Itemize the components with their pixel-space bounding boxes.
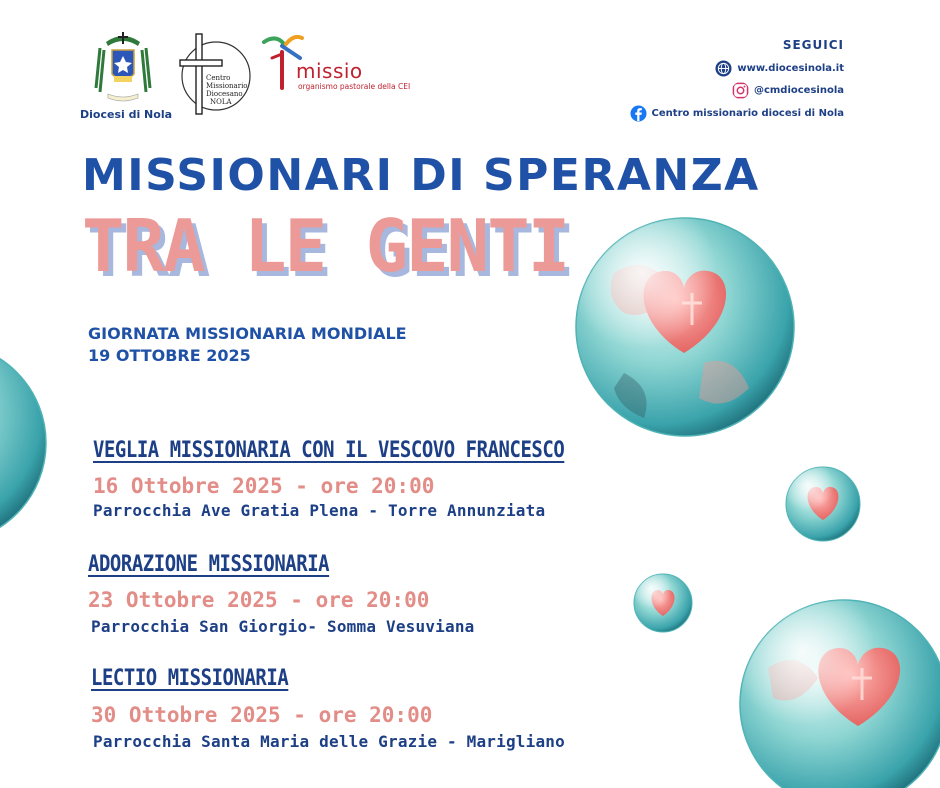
heart-globe-icon [0, 340, 48, 546]
diocese-name: Diocesi di Nola [80, 108, 173, 121]
cmd-text-4: NOLA [210, 98, 232, 106]
follow-title: SEGUICI [782, 38, 844, 52]
headline-subtitle-1: GIORNATA MISSIONARIA MONDIALE [88, 324, 407, 343]
headline-main: MISSIONARI DI SPERANZA [82, 150, 760, 201]
event-place: Parrocchia Ave Gratia Plena - Torre Annunziata [93, 501, 546, 520]
headline-subtitle-2: 19 OTTOBRE 2025 [88, 346, 251, 365]
facebook-link[interactable] [630, 105, 844, 122]
facebook-text: Centro missionario diocesi di Nola [651, 108, 844, 119]
diocese-crest-icon [92, 28, 154, 108]
event-title: VEGLIA MISSIONARIA CON IL VESCOVO FRANCESCO [93, 438, 565, 463]
heart-globe-icon [632, 572, 694, 634]
cmd-text-1: Centro [206, 74, 231, 82]
cmd-text-2: Missionario [206, 82, 248, 90]
headline-big: TRA LE GENTI [82, 204, 569, 288]
heart-globe-icon [784, 464, 862, 544]
instagram-icon [732, 82, 749, 99]
cmd-text-3: Diocesano [206, 90, 243, 98]
missio-subtitle: organismo pastorale della CEI [298, 82, 411, 91]
event-title: LECTIO MISSIONARIA [91, 666, 289, 691]
instagram-text: @cmdiocesinola [753, 85, 844, 96]
instagram-link[interactable] [732, 82, 844, 99]
facebook-icon [630, 105, 647, 122]
website-link[interactable] [715, 60, 844, 77]
heart-globe-icon [738, 598, 940, 788]
event-place: Parrocchia Santa Maria delle Grazie - Marigliano [93, 732, 565, 751]
cmd-cross-icon [176, 30, 254, 116]
missio-word: missio [296, 59, 363, 83]
event-date: 30 Ottobre 2025 - ore 20:00 [91, 703, 433, 727]
event-title: ADORAZIONE MISSIONARIA [88, 552, 330, 577]
globe-web-icon [715, 60, 732, 77]
website-text: www.diocesinola.it [737, 63, 844, 74]
event-date: 23 Ottobre 2025 - ore 20:00 [88, 588, 430, 612]
heart-globe-icon [574, 213, 796, 441]
event-date: 16 Ottobre 2025 - ore 20:00 [93, 474, 435, 498]
event-place: Parrocchia San Giorgio- Somma Vesuviana [91, 617, 475, 636]
